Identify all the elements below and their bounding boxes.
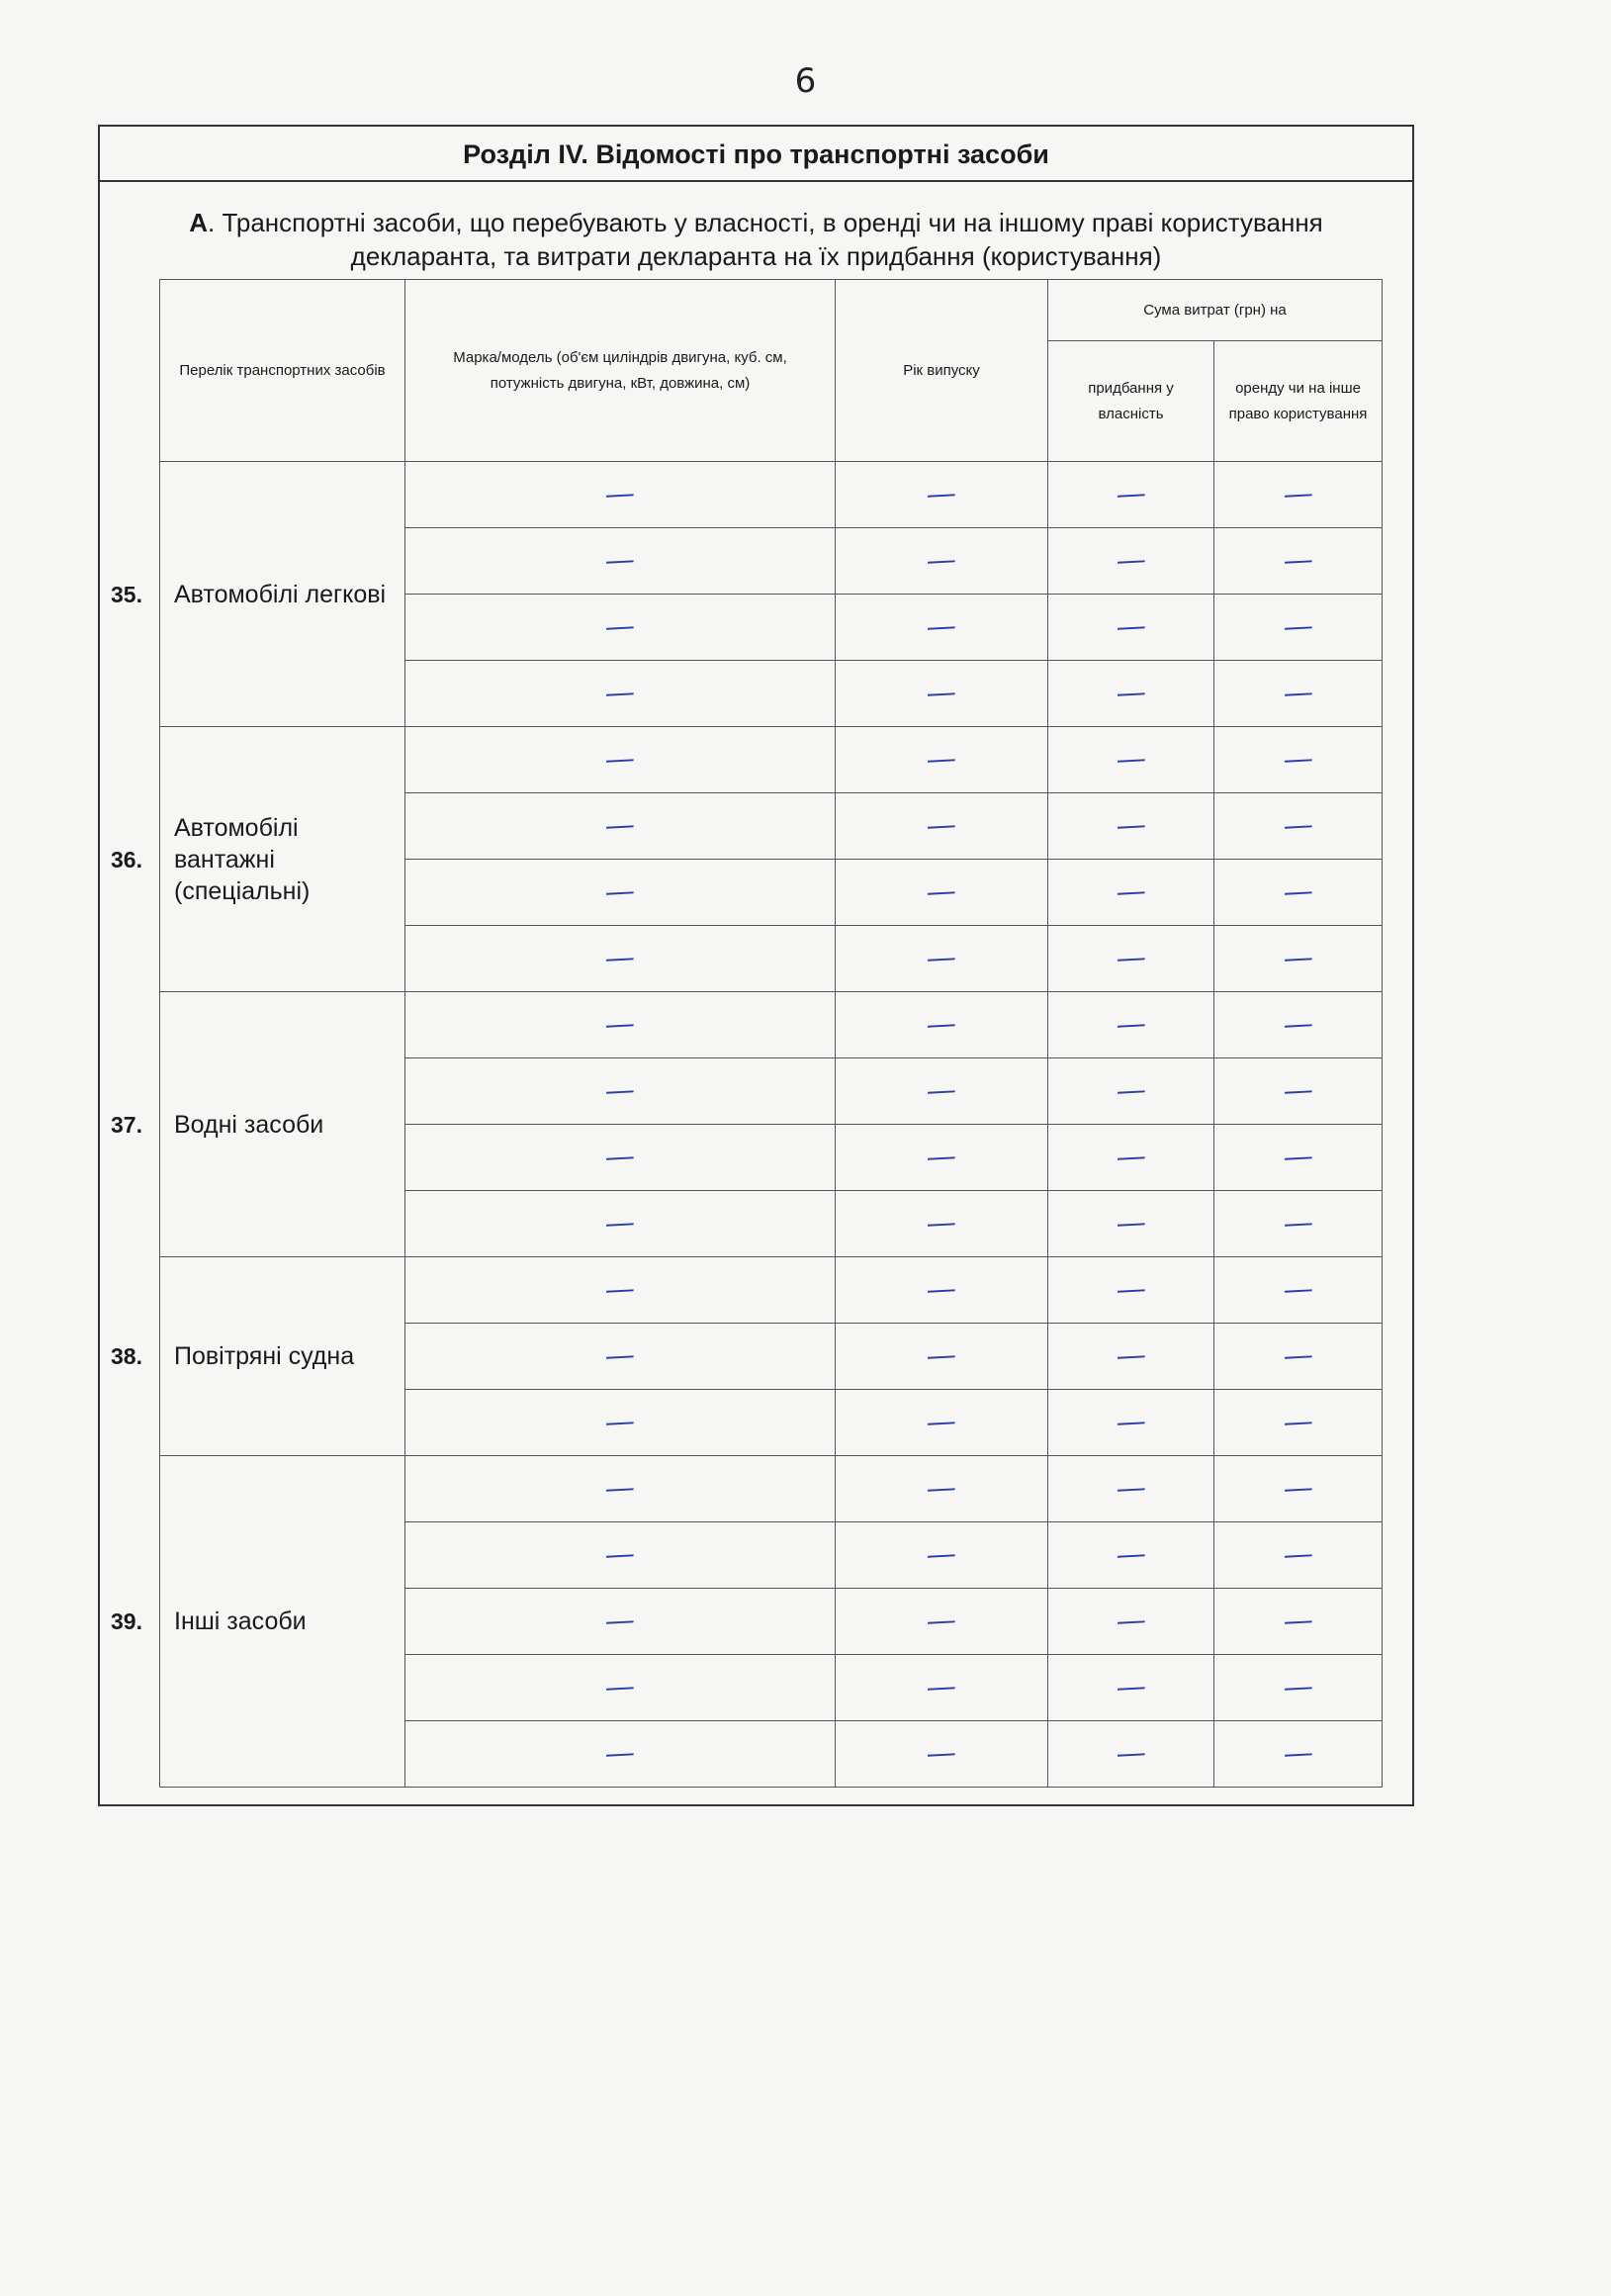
cell-lease: [1214, 1125, 1383, 1191]
handwritten-dash: —: [1281, 476, 1315, 512]
cell-model: [405, 793, 836, 860]
cell-lease: [1214, 793, 1383, 860]
handwritten-dash: —: [1281, 1072, 1315, 1109]
handwritten-dash: —: [602, 1139, 638, 1175]
cell-purchase: [1048, 1655, 1214, 1721]
handwritten-dash: —: [924, 1404, 959, 1440]
cell-year: [836, 1257, 1048, 1324]
handwritten-dash: —: [924, 675, 959, 711]
cell-purchase: [1048, 1589, 1214, 1655]
cell-lease: [1214, 1655, 1383, 1721]
handwritten-dash: —: [924, 1536, 959, 1573]
handwritten-dash: —: [1114, 1337, 1148, 1374]
cell-model: [405, 926, 836, 992]
cell-model: [405, 1721, 836, 1788]
cell-lease: [1214, 1058, 1383, 1125]
cell-purchase: [1048, 462, 1214, 528]
handwritten-dash: —: [602, 741, 638, 778]
cell-year: [836, 1456, 1048, 1522]
cell-year: [836, 1721, 1048, 1788]
handwritten-dash: —: [1281, 1337, 1315, 1374]
handwritten-dash: —: [602, 608, 638, 645]
handwritten-dash: —: [1114, 1072, 1148, 1109]
cell-year: [836, 661, 1048, 727]
handwritten-dash: —: [1114, 1735, 1148, 1772]
handwritten-dash: —: [602, 1404, 638, 1440]
cell-year: [836, 1655, 1048, 1721]
handwritten-dash: —: [1114, 1536, 1148, 1573]
handwritten-dash: —: [1281, 873, 1315, 910]
handwritten-dash: —: [1114, 675, 1148, 711]
cell-year: [836, 860, 1048, 926]
handwritten-dash: —: [1114, 1006, 1148, 1043]
handwritten-dash: —: [1281, 1603, 1315, 1639]
cell-model: [405, 1191, 836, 1257]
handwritten-dash: —: [924, 1470, 959, 1507]
header-year: Рік випуску: [836, 280, 1048, 462]
handwritten-dash: —: [1281, 1735, 1315, 1772]
subtitle: [159, 206, 1353, 273]
category-label: Повітряні судна: [174, 1342, 355, 1370]
cell-year: [836, 1125, 1048, 1191]
cell-purchase: [1048, 1324, 1214, 1390]
handwritten-dash: —: [1281, 1006, 1315, 1043]
cell-model: [405, 860, 836, 926]
handwritten-dash: —: [924, 873, 959, 910]
category-cell: [111, 992, 405, 1257]
handwritten-dash: —: [602, 807, 638, 844]
cell-lease: [1214, 1324, 1383, 1390]
category-label: Автомобілі вантажні (спеціальні): [174, 813, 311, 905]
vehicles-table: [111, 279, 1383, 1788]
handwritten-dash: —: [602, 873, 638, 910]
cell-model: [405, 595, 836, 661]
handwritten-dash: —: [924, 807, 959, 844]
cell-model: [405, 1257, 836, 1324]
handwritten-dash: —: [1114, 1603, 1148, 1639]
header-model: Марка/модель (об'єм циліндрів двигуна, куб. см, потужність двигуна, кВт, довжина, см): [405, 280, 836, 462]
cell-lease: [1214, 926, 1383, 992]
handwritten-dash: —: [1281, 608, 1315, 645]
cell-year: [836, 727, 1048, 793]
category-label: Автомобілі легкові: [174, 580, 387, 608]
handwritten-dash: —: [602, 1470, 638, 1507]
handwritten-dash: —: [1114, 542, 1148, 579]
handwritten-dash: —: [1281, 1205, 1315, 1241]
category-cell: [111, 462, 405, 727]
table-row: [160, 462, 1383, 528]
handwritten-dash: —: [924, 741, 959, 778]
cell-purchase: [1048, 595, 1214, 661]
cell-purchase: [1048, 661, 1214, 727]
cell-model: [405, 661, 836, 727]
cell-year: [836, 926, 1048, 992]
handwritten-dash: —: [1114, 1669, 1148, 1705]
cell-purchase: [1048, 1257, 1214, 1324]
cell-lease: [1214, 1522, 1383, 1589]
handwritten-dash: —: [1281, 675, 1315, 711]
cell-purchase: [1048, 1522, 1214, 1589]
cell-lease: [1214, 661, 1383, 727]
handwritten-dash: —: [924, 1271, 959, 1308]
cell-lease: [1214, 462, 1383, 528]
cell-year: [836, 528, 1048, 595]
handwritten-dash: —: [1281, 1139, 1315, 1175]
cell-purchase: [1048, 1456, 1214, 1522]
header-purchase: придбання у власність: [1048, 341, 1214, 462]
cell-purchase: [1048, 793, 1214, 860]
table-row: [160, 992, 1383, 1058]
handwritten-dash: —: [1114, 807, 1148, 844]
handwritten-dash: —: [1114, 1470, 1148, 1507]
cell-model: [405, 727, 836, 793]
handwritten-dash: —: [924, 940, 959, 976]
page-number: 6: [794, 61, 817, 101]
cell-model: [405, 992, 836, 1058]
category-cell: [111, 1257, 405, 1456]
section-title: Розділ IV. Відомості про транспортні засоби: [100, 127, 1412, 182]
handwritten-dash: —: [602, 940, 638, 976]
handwritten-dash: —: [1114, 608, 1148, 645]
category-cell: [111, 1456, 405, 1788]
handwritten-dash: —: [924, 1205, 959, 1241]
handwritten-dash: —: [924, 1669, 959, 1705]
handwritten-dash: —: [924, 608, 959, 645]
handwritten-dash: —: [1281, 1470, 1315, 1507]
header-expense: Сума витрат (грн) на: [1048, 280, 1383, 341]
header-list: Перелік транспортних засобів: [160, 280, 405, 462]
category-number: 36.: [111, 846, 142, 872]
cell-lease: [1214, 992, 1383, 1058]
handwritten-dash: —: [602, 1006, 638, 1043]
handwritten-dash: —: [1281, 1669, 1315, 1705]
table-row: [160, 1257, 1383, 1324]
cell-year: [836, 992, 1048, 1058]
cell-year: [836, 595, 1048, 661]
handwritten-dash: —: [924, 1072, 959, 1109]
table-row: [160, 727, 1383, 793]
cell-model: [405, 1589, 836, 1655]
cell-model: [405, 1058, 836, 1125]
cell-purchase: [1048, 528, 1214, 595]
cell-year: [836, 1390, 1048, 1456]
cell-lease: [1214, 727, 1383, 793]
handwritten-dash: —: [602, 1205, 638, 1241]
handwritten-dash: —: [1281, 741, 1315, 778]
cell-purchase: [1048, 926, 1214, 992]
category-label: Інші засоби: [174, 1607, 307, 1635]
handwritten-dash: —: [1114, 741, 1148, 778]
cell-lease: [1214, 860, 1383, 926]
cell-purchase: [1048, 1058, 1214, 1125]
handwritten-dash: —: [1281, 940, 1315, 976]
cell-lease: [1214, 528, 1383, 595]
cell-year: [836, 1522, 1048, 1589]
handwritten-dash: —: [602, 675, 638, 711]
handwritten-dash: —: [1114, 1404, 1148, 1440]
cell-year: [836, 1324, 1048, 1390]
cell-lease: [1214, 1390, 1383, 1456]
handwritten-dash: —: [1114, 1139, 1148, 1175]
cell-year: [836, 1589, 1048, 1655]
cell-lease: [1214, 1191, 1383, 1257]
category-number: 39.: [111, 1608, 142, 1634]
cell-lease: [1214, 1456, 1383, 1522]
cell-model: [405, 1390, 836, 1456]
handwritten-dash: —: [1114, 1205, 1148, 1241]
cell-model: [405, 1125, 836, 1191]
category-label: Водні засоби: [174, 1110, 324, 1139]
cell-model: [405, 1522, 836, 1589]
handwritten-dash: —: [602, 476, 638, 512]
cell-lease: [1214, 1589, 1383, 1655]
handwritten-dash: —: [1114, 940, 1148, 976]
category-cell: [111, 727, 405, 992]
cell-purchase: [1048, 1721, 1214, 1788]
cell-model: [405, 1655, 836, 1721]
cell-year: [836, 1058, 1048, 1125]
handwritten-dash: —: [602, 1603, 638, 1639]
handwritten-dash: —: [602, 1337, 638, 1374]
handwritten-dash: —: [1281, 542, 1315, 579]
cell-year: [836, 793, 1048, 860]
table-row: [160, 1456, 1383, 1522]
category-number: 35.: [111, 581, 142, 607]
handwritten-dash: —: [1281, 807, 1315, 844]
subtitle-prefix: А: [189, 208, 209, 237]
cell-model: [405, 528, 836, 595]
cell-lease: [1214, 1257, 1383, 1324]
handwritten-dash: —: [924, 1603, 959, 1639]
cell-model: [405, 1456, 836, 1522]
subtitle-text: . Транспортні засоби, що перебувають у власності, в оренді чи на іншому праві користування декларанта, та витрати декларанта на їх придбання (користування): [208, 208, 1323, 271]
handwritten-dash: —: [924, 542, 959, 579]
handwritten-dash: —: [1281, 1536, 1315, 1573]
handwritten-dash: —: [1114, 873, 1148, 910]
handwritten-dash: —: [602, 1735, 638, 1772]
table-body: [111, 462, 1383, 1788]
cell-model: [405, 1324, 836, 1390]
handwritten-dash: —: [602, 1072, 638, 1109]
cell-purchase: [1048, 1125, 1214, 1191]
handwritten-dash: —: [602, 1536, 638, 1573]
handwritten-dash: —: [1114, 476, 1148, 512]
handwritten-dash: —: [924, 1139, 959, 1175]
handwritten-dash: —: [924, 1337, 959, 1374]
handwritten-dash: —: [602, 1669, 638, 1705]
handwritten-dash: —: [924, 1735, 959, 1772]
cell-purchase: [1048, 1191, 1214, 1257]
category-number: 38.: [111, 1343, 142, 1369]
handwritten-dash: —: [924, 1006, 959, 1043]
cell-year: [836, 462, 1048, 528]
handwritten-dash: —: [1281, 1404, 1315, 1440]
cell-purchase: [1048, 727, 1214, 793]
handwritten-dash: —: [924, 476, 959, 512]
cell-purchase: [1048, 860, 1214, 926]
cell-year: [836, 1191, 1048, 1257]
cell-lease: [1214, 595, 1383, 661]
handwritten-dash: —: [602, 542, 638, 579]
cell-purchase: [1048, 1390, 1214, 1456]
cell-purchase: [1048, 992, 1214, 1058]
cell-lease: [1214, 1721, 1383, 1788]
handwritten-dash: —: [1114, 1271, 1148, 1308]
cell-model: [405, 462, 836, 528]
handwritten-dash: —: [602, 1271, 638, 1308]
category-number: 37.: [111, 1111, 142, 1138]
header-lease: оренду чи на інше право користування: [1214, 341, 1383, 462]
handwritten-dash: —: [1281, 1271, 1315, 1308]
